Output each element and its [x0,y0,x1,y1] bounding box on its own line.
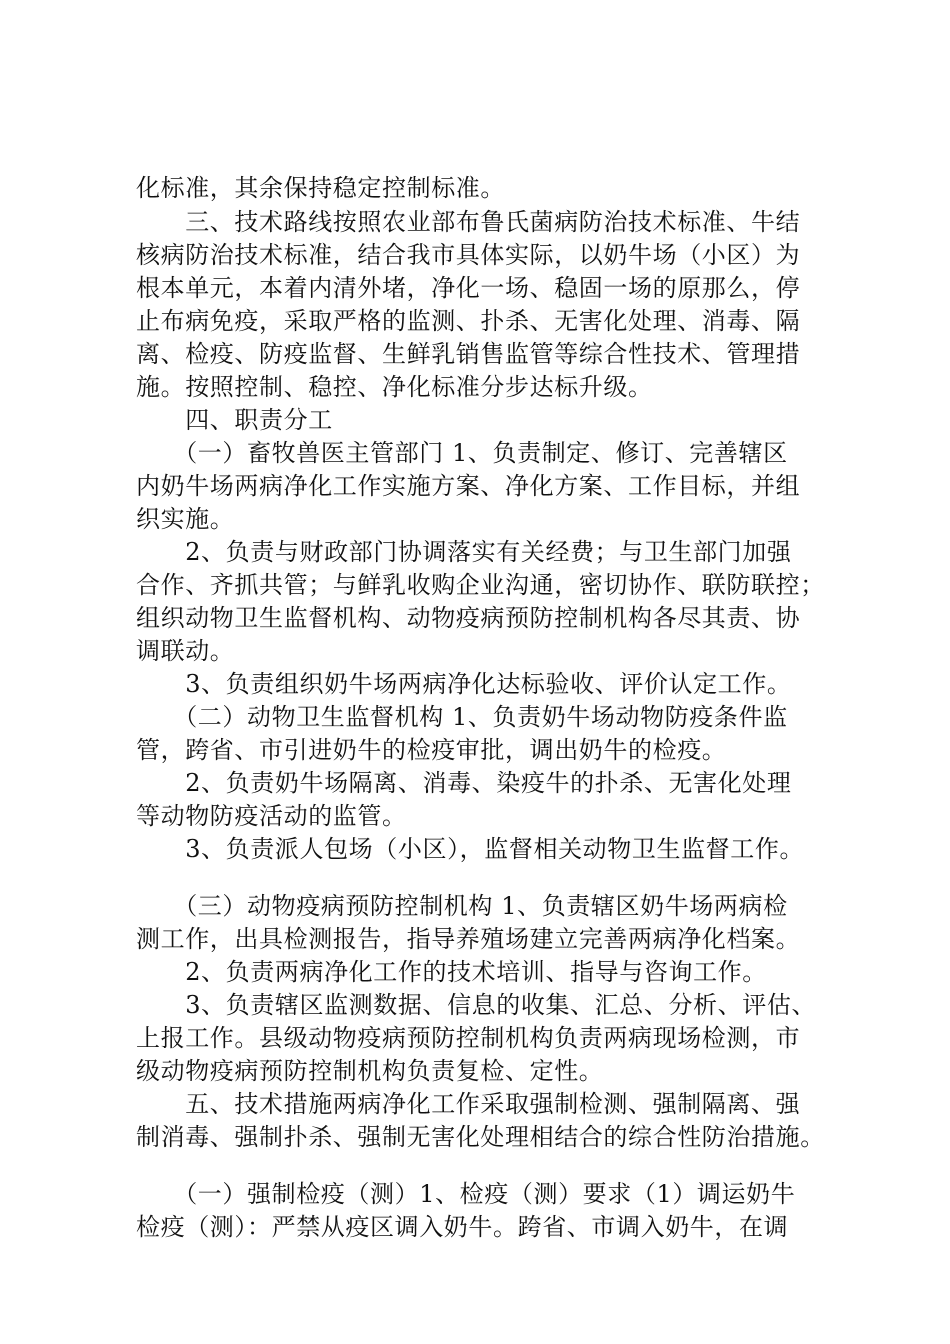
text-line: 上报工作。县级动物疫病预防控制机构负责两病现场检测，市 [136,1024,801,1052]
text-line: 制消毒、强制扑杀、强制无害化处理相结合的综合性防治措施。 [136,1123,825,1151]
text-line: （一）畜牧兽医主管部门 1、负责制定、修订、完善辖区 [136,439,788,467]
text-line: 等动物防疫活动的监管。 [136,802,407,830]
text-line: 调联动。 [136,637,235,665]
text-line: 2、负责与财政部门协调落实有关经费；与卫生部门加强 [136,538,792,566]
text-line: （一）强制检疫（测）1、检疫（测）要求（1）调运奶牛 [136,1180,796,1208]
text-line: 检疫（测）：严禁从疫区调入奶牛。跨省、市调入奶牛，在调 [136,1213,789,1241]
text-line: 3、负责派人包场（小区），监督相关动物卫生监督工作。 [136,835,805,863]
text-line: 内奶牛场两病净化工作实施方案、净化方案、工作目标，并组 [136,472,801,500]
text-line: （三）动物疫病预防控制机构 1、负责辖区奶牛场两病检 [136,892,788,920]
text-line: 3、负责辖区监测数据、信息的收集、汇总、分析、评估、 [136,991,817,1019]
text-line: 织实施。 [136,505,235,533]
text-line: 3、负责组织奶牛场两病净化达标验收、评价认定工作。 [136,670,792,698]
text-line: 施。按照控制、稳控、净化标准分步达标升级。 [136,373,653,401]
text-line: 2、负责两病净化工作的技术培训、指导与咨询工作。 [136,958,767,986]
text-line: 化标准，其余保持稳定控制标准。 [136,174,505,202]
text-line: 级动物疫病预防控制机构负责复检、定性。 [136,1057,604,1085]
text-line: 三、技术路线按照农业部布鲁氏菌病防治技术标准、牛结 [136,208,801,236]
text-line: 四、职责分工 [136,406,333,434]
text-line: 管，跨省、市引进奶牛的检疫审批，调出奶牛的检疫。 [136,736,727,764]
text-line: 测工作，出具检测报告，指导养殖场建立完善两病净化档案。 [136,925,801,953]
text-line: 根本单元，本着内清外堵，净化一场、稳固一场的原那么，停 [136,274,801,302]
text-line: 止布病免疫，采取严格的监测、扑杀、无害化处理、消毒、隔 [136,307,801,335]
text-line: （二）动物卫生监督机构 1、负责奶牛场动物防疫条件监 [136,703,788,731]
text-line: 2、负责奶牛场隔离、消毒、染疫牛的扑杀、无害化处理 [136,769,792,797]
text-line: 离、检疫、防疫监督、生鲜乳销售监管等综合性技术、管理措 [136,340,801,368]
text-line: 五、技术措施两病净化工作采取强制检测、强制隔离、强 [136,1090,801,1118]
text-line: 合作、齐抓共管；与鲜乳收购企业沟通，密切协作、联防联控； [136,571,825,599]
text-line: 核病防治技术标准，结合我市具体实际，以奶牛场（小区）为 [136,241,801,269]
text-line: 组织动物卫生监督机构、动物疫病预防控制机构各尽其责、协 [136,604,801,632]
